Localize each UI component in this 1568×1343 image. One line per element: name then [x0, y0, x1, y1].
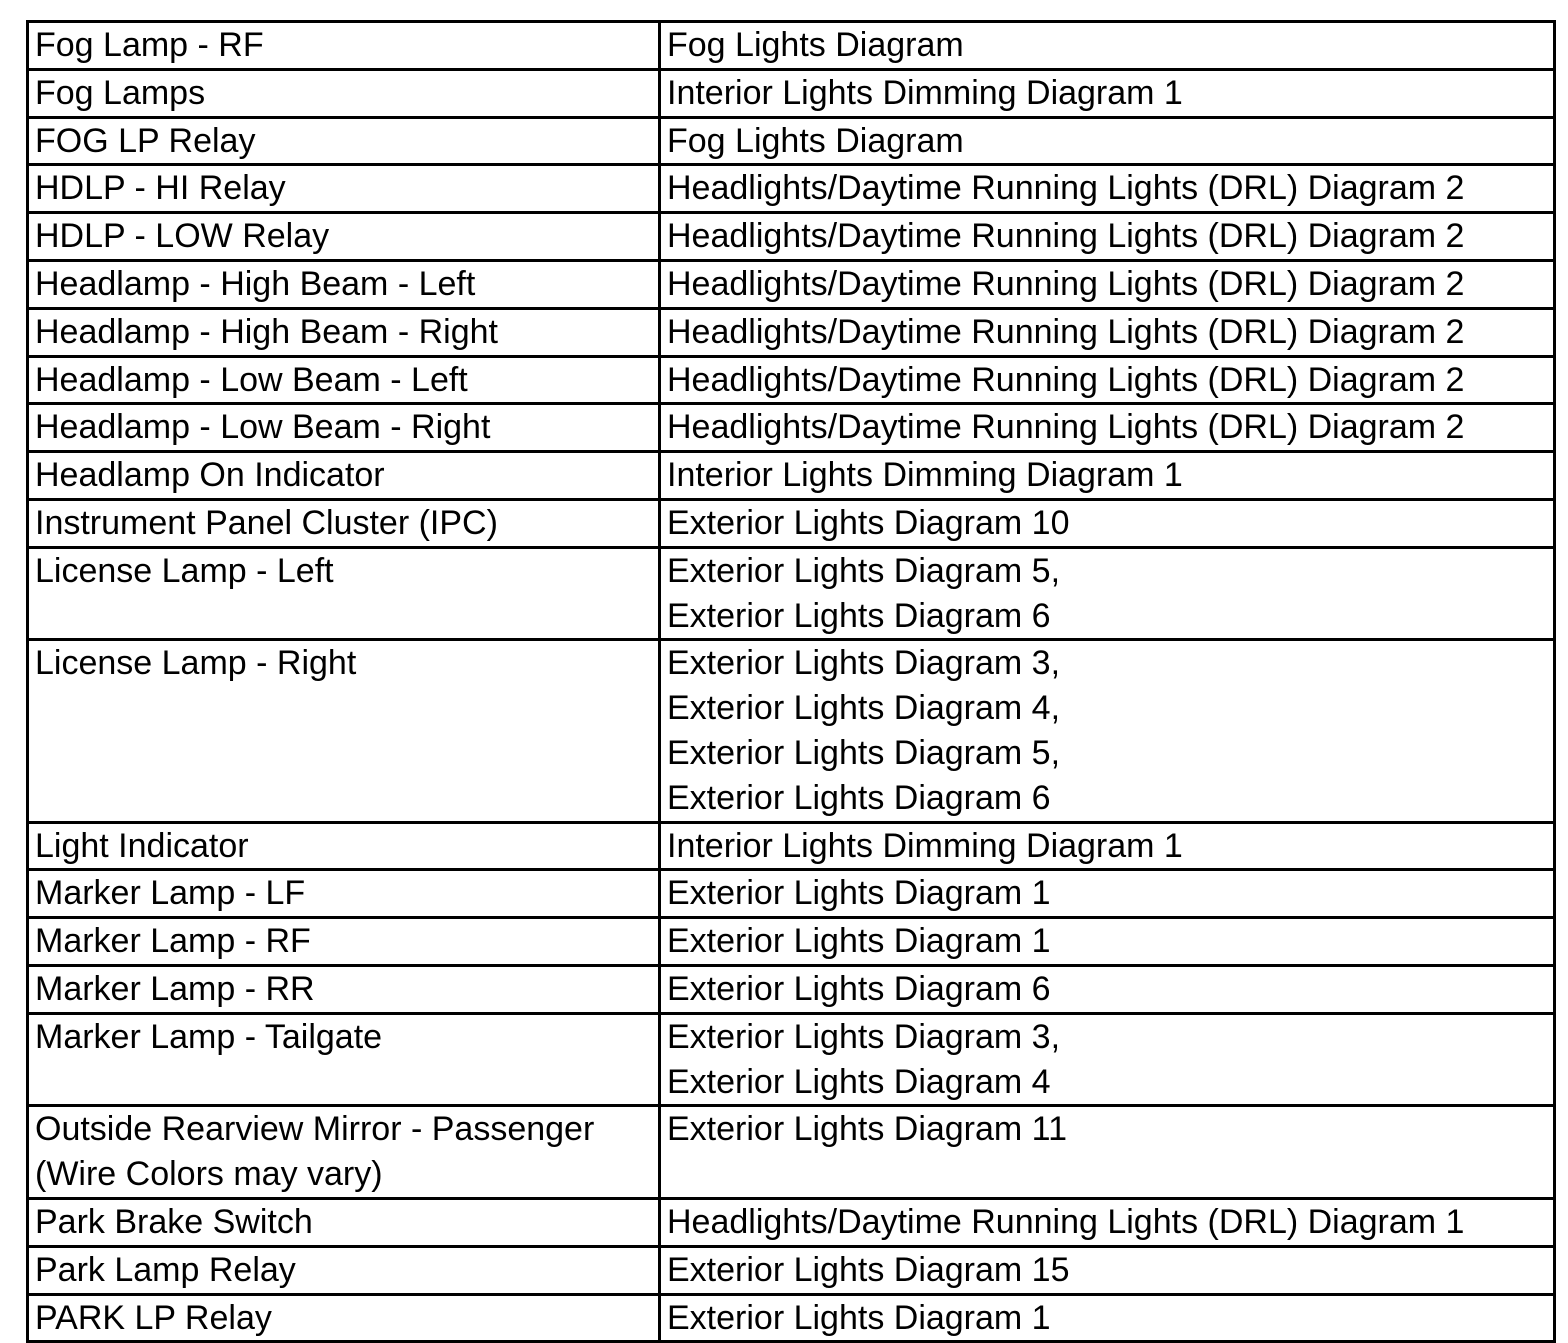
component-cell	[28, 117, 660, 165]
diagram-reference: Exterior Lights Diagram 3,	[667, 644, 1061, 683]
diagram-reference: Exterior Lights Diagram 5,	[667, 733, 1061, 772]
diagram-reference: Headlights/Daytime Running Lights (DRL) Diagram 2	[667, 312, 1465, 351]
diagram-reference: Fog Lights Diagram	[667, 26, 964, 64]
component-cell	[28, 1013, 660, 1106]
diagram-reference: Exterior Lights Diagram 6	[667, 778, 1051, 817]
diagram-reference: Exterior Lights Diagram 1	[667, 1298, 1051, 1337]
table-row	[28, 22, 1555, 70]
component-name: Park Lamp Relay	[35, 1250, 296, 1289]
component-cell	[28, 260, 660, 308]
diagram-cell	[660, 213, 1555, 261]
diagram-reference: Headlights/Daytime Running Lights (DRL) Diagram 2	[667, 408, 1465, 447]
table-row	[28, 308, 1555, 356]
diagram-cell	[660, 1013, 1555, 1106]
diagram-reference: Headlights/Daytime Running Lights (DRL) Diagram 2	[667, 264, 1465, 303]
component-name: Marker Lamp - RR	[35, 969, 315, 1008]
component-name: Headlamp - Low Beam - Right	[35, 408, 491, 447]
diagram-reference: Exterior Lights Diagram 10	[667, 503, 1070, 542]
table-row	[28, 69, 1555, 117]
component-name: FOG LP Relay	[35, 121, 256, 160]
diagram-reference: Exterior Lights Diagram 5,	[667, 551, 1061, 590]
table-row	[28, 452, 1555, 500]
diagram-cell	[660, 547, 1555, 640]
diagram-cell	[660, 308, 1555, 356]
table-row	[28, 1198, 1555, 1246]
component-diagram-table	[26, 20, 1556, 1343]
component-cell	[28, 1198, 660, 1246]
component-cell	[28, 404, 660, 452]
diagram-reference: Exterior Lights Diagram 4,	[667, 689, 1061, 728]
diagram-cell	[660, 965, 1555, 1013]
diagram-cell	[660, 260, 1555, 308]
component-cell	[28, 870, 660, 918]
table-row	[28, 547, 1555, 640]
diagram-cell	[660, 356, 1555, 404]
diagram-reference: Exterior Lights Diagram 1	[667, 874, 1051, 913]
diagram-cell	[660, 22, 1555, 70]
component-cell	[28, 213, 660, 261]
diagram-reference: Headlights/Daytime Running Lights (DRL) Diagram 2	[667, 169, 1465, 208]
component-name: Marker Lamp - LF	[35, 874, 306, 913]
table-row	[28, 870, 1555, 918]
diagram-reference: Exterior Lights Diagram 1	[667, 922, 1051, 961]
component-cell	[28, 452, 660, 500]
table-row	[28, 260, 1555, 308]
diagram-reference: Headlights/Daytime Running Lights (DRL) Diagram 2	[667, 217, 1465, 256]
diagram-reference: Interior Lights Dimming Diagram 1	[667, 456, 1183, 495]
diagram-cell	[660, 165, 1555, 213]
component-name: Fog Lamp - RF	[35, 26, 264, 64]
component-cell	[28, 22, 660, 70]
component-cell	[28, 1246, 660, 1294]
table-row	[28, 1106, 1555, 1199]
component-cell	[28, 499, 660, 547]
component-cell	[28, 547, 660, 640]
diagram-reference: Interior Lights Dimming Diagram 1	[667, 826, 1183, 865]
component-name: License Lamp - Left	[35, 551, 334, 590]
diagram-reference: Interior Lights Dimming Diagram 1	[667, 73, 1183, 112]
component-name: Outside Rearview Mirror - Passenger	[35, 1110, 595, 1149]
component-cell	[28, 165, 660, 213]
diagram-cell	[660, 499, 1555, 547]
component-cell	[28, 822, 660, 870]
component-name: PARK LP Relay	[35, 1298, 272, 1337]
diagram-reference: Exterior Lights Diagram 11	[667, 1110, 1067, 1149]
table-row	[28, 117, 1555, 165]
component-name: Instrument Panel Cluster (IPC)	[35, 503, 498, 542]
diagram-reference: Headlights/Daytime Running Lights (DRL) Diagram 2	[667, 360, 1465, 399]
diagram-cell	[660, 69, 1555, 117]
component-name: Park Brake Switch	[35, 1202, 313, 1241]
component-name: Marker Lamp - RF	[35, 922, 311, 961]
table-row	[28, 1294, 1555, 1342]
component-name: HDLP - LOW Relay	[35, 217, 330, 256]
component-name: Headlamp On Indicator	[35, 456, 385, 495]
component-name: Headlamp - High Beam - Left	[35, 264, 476, 303]
component-name: Light Indicator	[35, 826, 249, 865]
diagram-reference: Exterior Lights Diagram 15	[667, 1250, 1070, 1289]
component-cell	[28, 1106, 660, 1199]
component-name: (Wire Colors may vary)	[35, 1155, 383, 1194]
component-name: Fog Lamps	[35, 73, 206, 112]
diagram-cell	[660, 117, 1555, 165]
table-row	[28, 965, 1555, 1013]
table-row	[28, 356, 1555, 404]
diagram-reference: Exterior Lights Diagram 4	[667, 1062, 1051, 1101]
table-row	[28, 213, 1555, 261]
diagram-cell	[660, 452, 1555, 500]
table-row	[28, 918, 1555, 966]
table-row	[28, 822, 1555, 870]
diagram-reference: Fog Lights Diagram	[667, 121, 964, 160]
component-name: HDLP - HI Relay	[35, 169, 286, 208]
diagram-cell	[660, 822, 1555, 870]
diagram-reference: Exterior Lights Diagram 6	[667, 596, 1051, 635]
component-cell	[28, 918, 660, 966]
component-name: Headlamp - Low Beam - Left	[35, 360, 468, 399]
diagram-cell	[660, 870, 1555, 918]
component-cell	[28, 1294, 660, 1342]
diagram-reference: Headlights/Daytime Running Lights (DRL) Diagram 1	[667, 1202, 1465, 1241]
diagram-reference: Exterior Lights Diagram 6	[667, 969, 1051, 1008]
component-cell	[28, 640, 660, 822]
component-cell	[28, 308, 660, 356]
table-row	[28, 404, 1555, 452]
diagram-cell	[660, 918, 1555, 966]
component-name: License Lamp - Right	[35, 644, 357, 683]
component-cell	[28, 356, 660, 404]
component-cell	[28, 965, 660, 1013]
diagram-cell	[660, 1198, 1555, 1246]
diagram-cell	[660, 640, 1555, 822]
diagram-reference: Exterior Lights Diagram 3,	[667, 1017, 1061, 1056]
table-row	[28, 640, 1555, 822]
table-row	[28, 499, 1555, 547]
table-row	[28, 1013, 1555, 1106]
component-name: Headlamp - High Beam - Right	[35, 312, 498, 351]
diagram-cell	[660, 1246, 1555, 1294]
table-body	[28, 22, 1555, 1342]
table-row	[28, 165, 1555, 213]
table-row	[28, 1246, 1555, 1294]
diagram-cell	[660, 404, 1555, 452]
component-cell	[28, 69, 660, 117]
diagram-cell	[660, 1294, 1555, 1342]
diagram-cell	[660, 1106, 1555, 1199]
component-name: Marker Lamp - Tailgate	[35, 1017, 383, 1056]
